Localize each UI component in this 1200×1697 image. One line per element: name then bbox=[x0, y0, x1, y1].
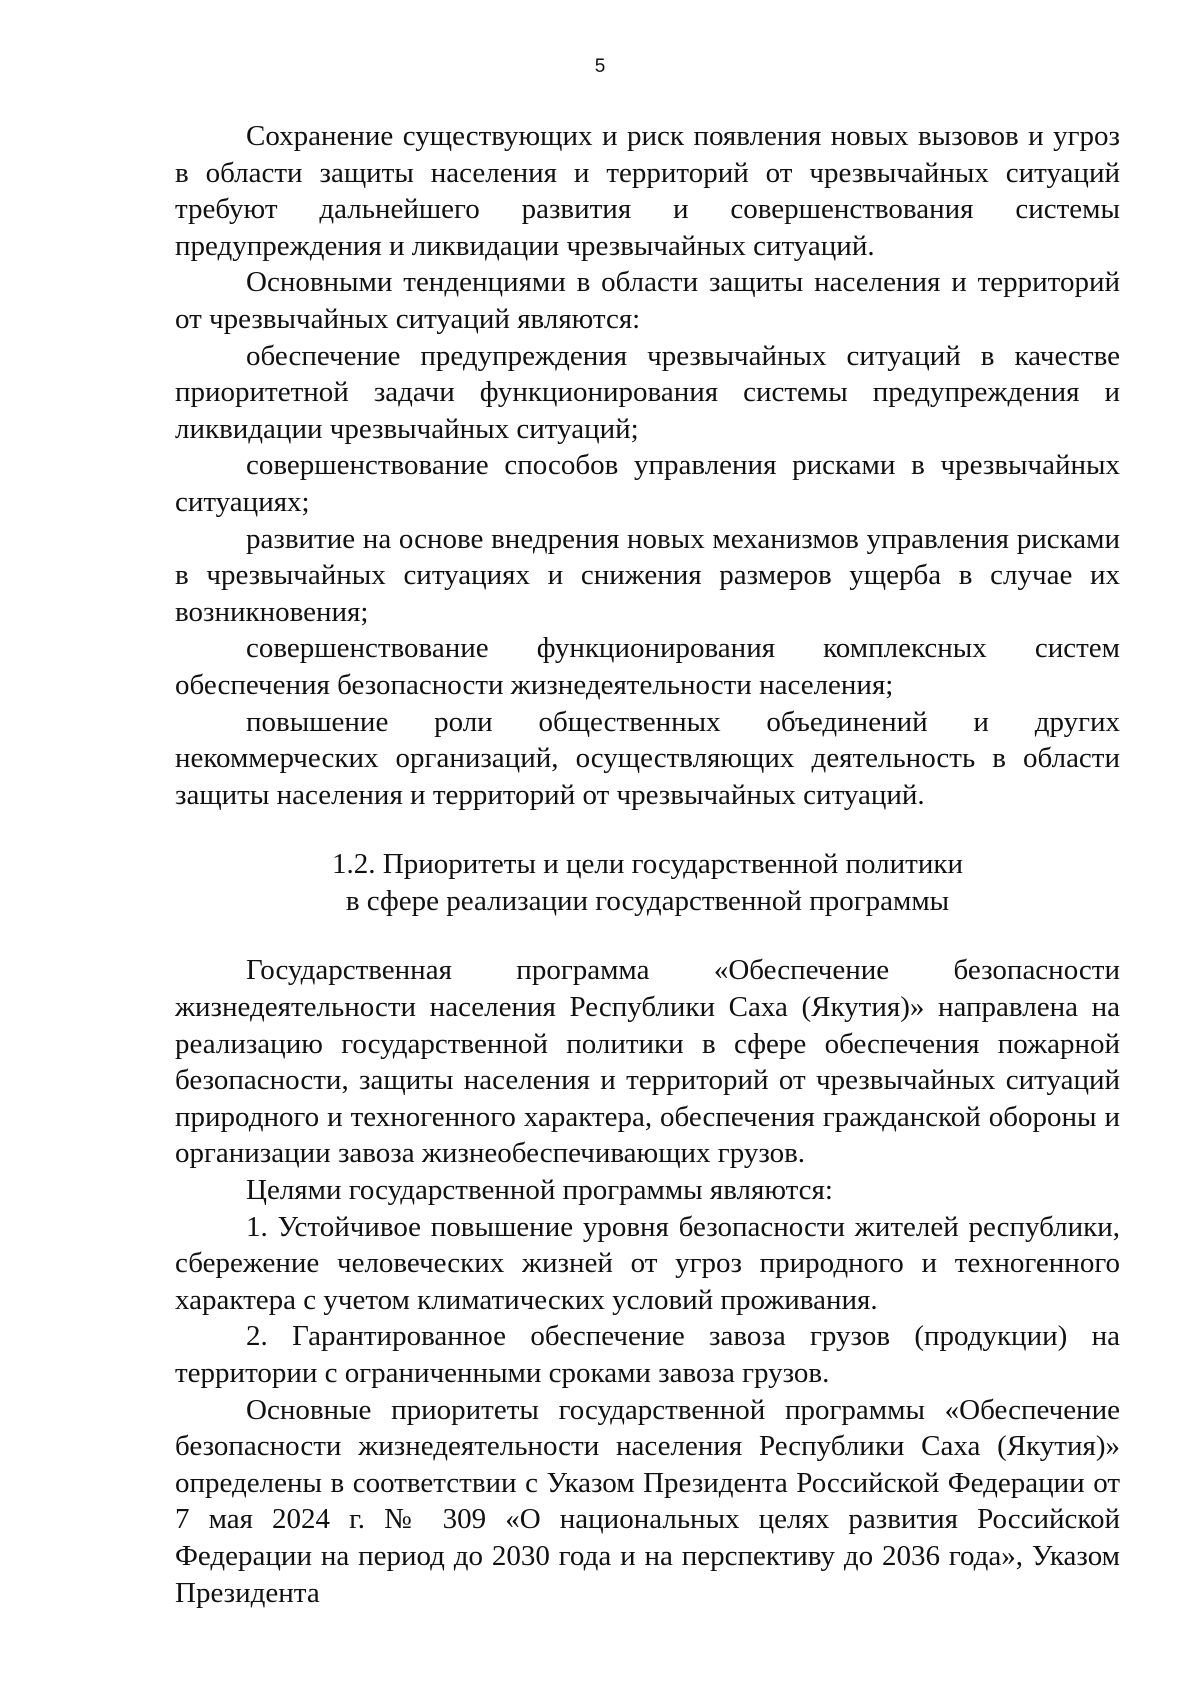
paragraph: Сохранение существующих и риск появления новых вызовов и угроз в области защиты населения и территорий от чрезвычайных ситуаций требуют дальнейшего развития и совершенствования системы предупреждения и ликвидации чрезвычайных ситуаций. bbox=[175, 120, 1120, 262]
document-body bbox=[175, 118, 1120, 1611]
section-heading-line: 1.2. Приоритеты и цели государственной политики bbox=[332, 848, 963, 881]
page-number: 5 bbox=[594, 56, 606, 77]
paragraph: Целями государственной программы являются: bbox=[246, 1174, 833, 1207]
list-item: обеспечение предупреждения чрезвычайных ситуаций в качестве приоритетной задачи функционирования системы предупреждения и ликвидации чрезвычайных ситуаций; bbox=[175, 339, 1120, 445]
paragraph: Основными тенденциями в области защиты населения и территорий от чрезвычайных ситуаций являются: bbox=[175, 266, 1120, 335]
list-item: совершенствование функционирования комплексных систем обеспечения безопасности жизнедеятельности населения; bbox=[175, 632, 1120, 701]
section-heading-line: в сфере реализации государственной программы bbox=[345, 884, 950, 917]
list-item: 1. Устойчивое повышение уровня безопасности жителей республики, сбережение человеческих жизней от угроз природного и техногенного характера с учетом климатических условий проживания. bbox=[175, 1210, 1120, 1316]
list-item: 2. Гарантированное обеспечение завоза грузов (продукции) на территории с ограниченными сроками завоза грузов. bbox=[175, 1320, 1120, 1389]
section-heading bbox=[175, 846, 1120, 919]
list-item: совершенствование способов управления рисками в чрезвычайных ситуациях; bbox=[175, 449, 1120, 518]
paragraph: Государственная программа «Обеспечение безопасности жизнедеятельности населения Республики Саха (Якутия)» направлена на реализацию государственной политики в сфере обеспечения пожарной безопасности, защиты населения и территорий от чрезвычайных ситуаций природного и техногенного характера, обеспечения гражданской обороны и организации завоза жизнеобеспечивающих грузов. bbox=[175, 954, 1120, 1170]
paragraph: Основные приоритеты государственной программы «Обеспечение безопасности жизнедеятельности населения Республики Саха (Якутия)» определены в соответствии с Указом Президента Российской Федерации от 7 мая 2024 г. № 309 «О национальных целях развития Российской Федерации на период до 2030 года и на перспективу до 2036 года», Указом Президента bbox=[175, 1393, 1120, 1609]
list-item: повышение роли общественных объединений и других некоммерческих организаций, осуществляющих деятельность в области защиты населения и территорий от чрезвычайных ситуаций. bbox=[175, 705, 1120, 811]
list-item: развитие на основе внедрения новых механизмов управления рисками в чрезвычайных ситуациях и снижения размеров ущерба в случае их возникновения; bbox=[175, 522, 1120, 628]
